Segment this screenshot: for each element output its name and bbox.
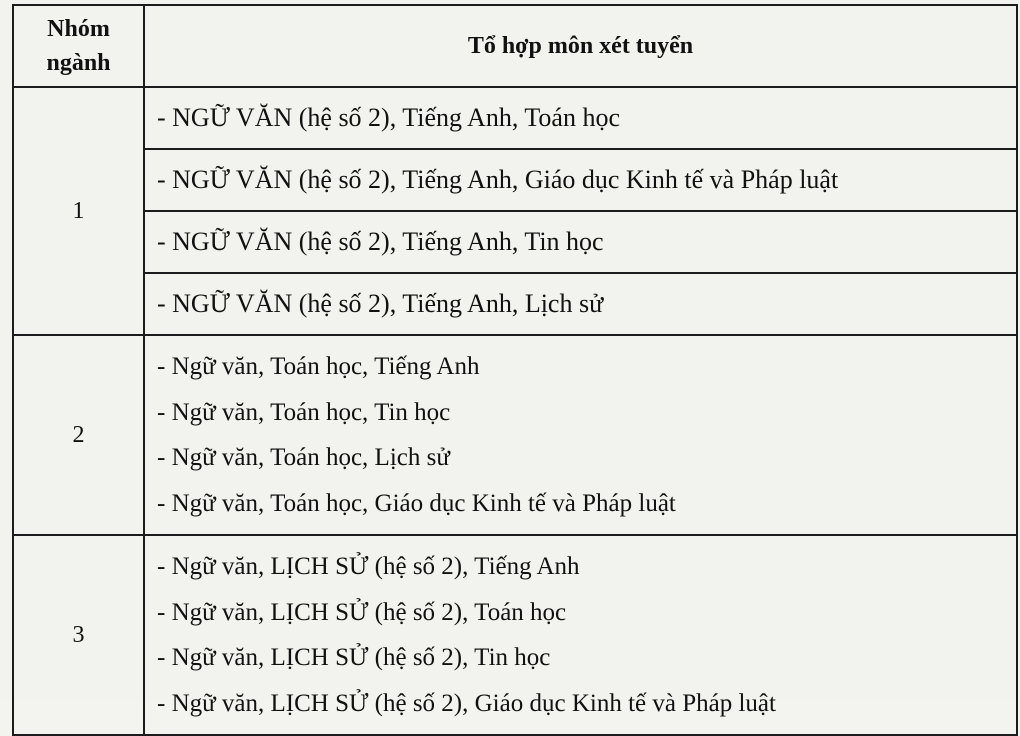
combination-item: - NGỮ VĂN (hệ số 2), Tiếng Anh, Toán học [144,87,1017,149]
combination-item: - Ngữ văn, Toán học, Lịch sử [157,444,450,471]
header-major-group [13,5,144,87]
table-row [13,211,1017,273]
combination-list [144,535,1017,735]
table-row [13,335,1017,535]
group-label: 1 [13,87,144,335]
combination-item: - Ngữ văn, Toán học, Tin học [157,398,451,426]
combination-item: - Ngữ văn, Toán học, Tiếng Anh [157,353,480,380]
header-subject-combination: Tổ hợp môn xét tuyển [144,5,1017,87]
combination-item: - NGỮ VĂN (hệ số 2), Tiếng Anh, Tin học [144,211,1017,273]
combination-item: - Ngữ văn, LỊCH SỬ (hệ số 2), Toán học [157,598,567,626]
combination-item: - Ngữ văn, Toán học, Giáo dục Kinh tế và Pháp luật [157,489,676,517]
header-major-group-line1: Nhóm [47,16,110,42]
combination-list [144,335,1017,535]
admission-combination-table [12,4,1018,736]
combination-item: - Ngữ văn, LỊCH SỬ (hệ số 2), Giáo dục Kinh tế và Pháp luật [157,689,776,717]
table-row [13,149,1017,211]
combination-item: - Ngữ văn, LỊCH SỬ (hệ số 2), Tin học [157,644,551,671]
combination-item: - Ngữ văn, LỊCH SỬ (hệ số 2), Tiếng Anh [157,553,580,580]
table-row [13,87,1017,149]
table-row [13,273,1017,335]
table-header-row [13,5,1017,87]
header-major-group-line2: ngành [46,50,111,76]
combination-item: - NGỮ VĂN (hệ số 2), Tiếng Anh, Lịch sử [144,273,1017,335]
group-label: 3 [13,535,144,735]
group-label: 2 [13,335,144,535]
combination-item: - NGỮ VĂN (hệ số 2), Tiếng Anh, Giáo dục Kinh tế và Pháp luật [144,149,1017,211]
table-row [13,535,1017,735]
